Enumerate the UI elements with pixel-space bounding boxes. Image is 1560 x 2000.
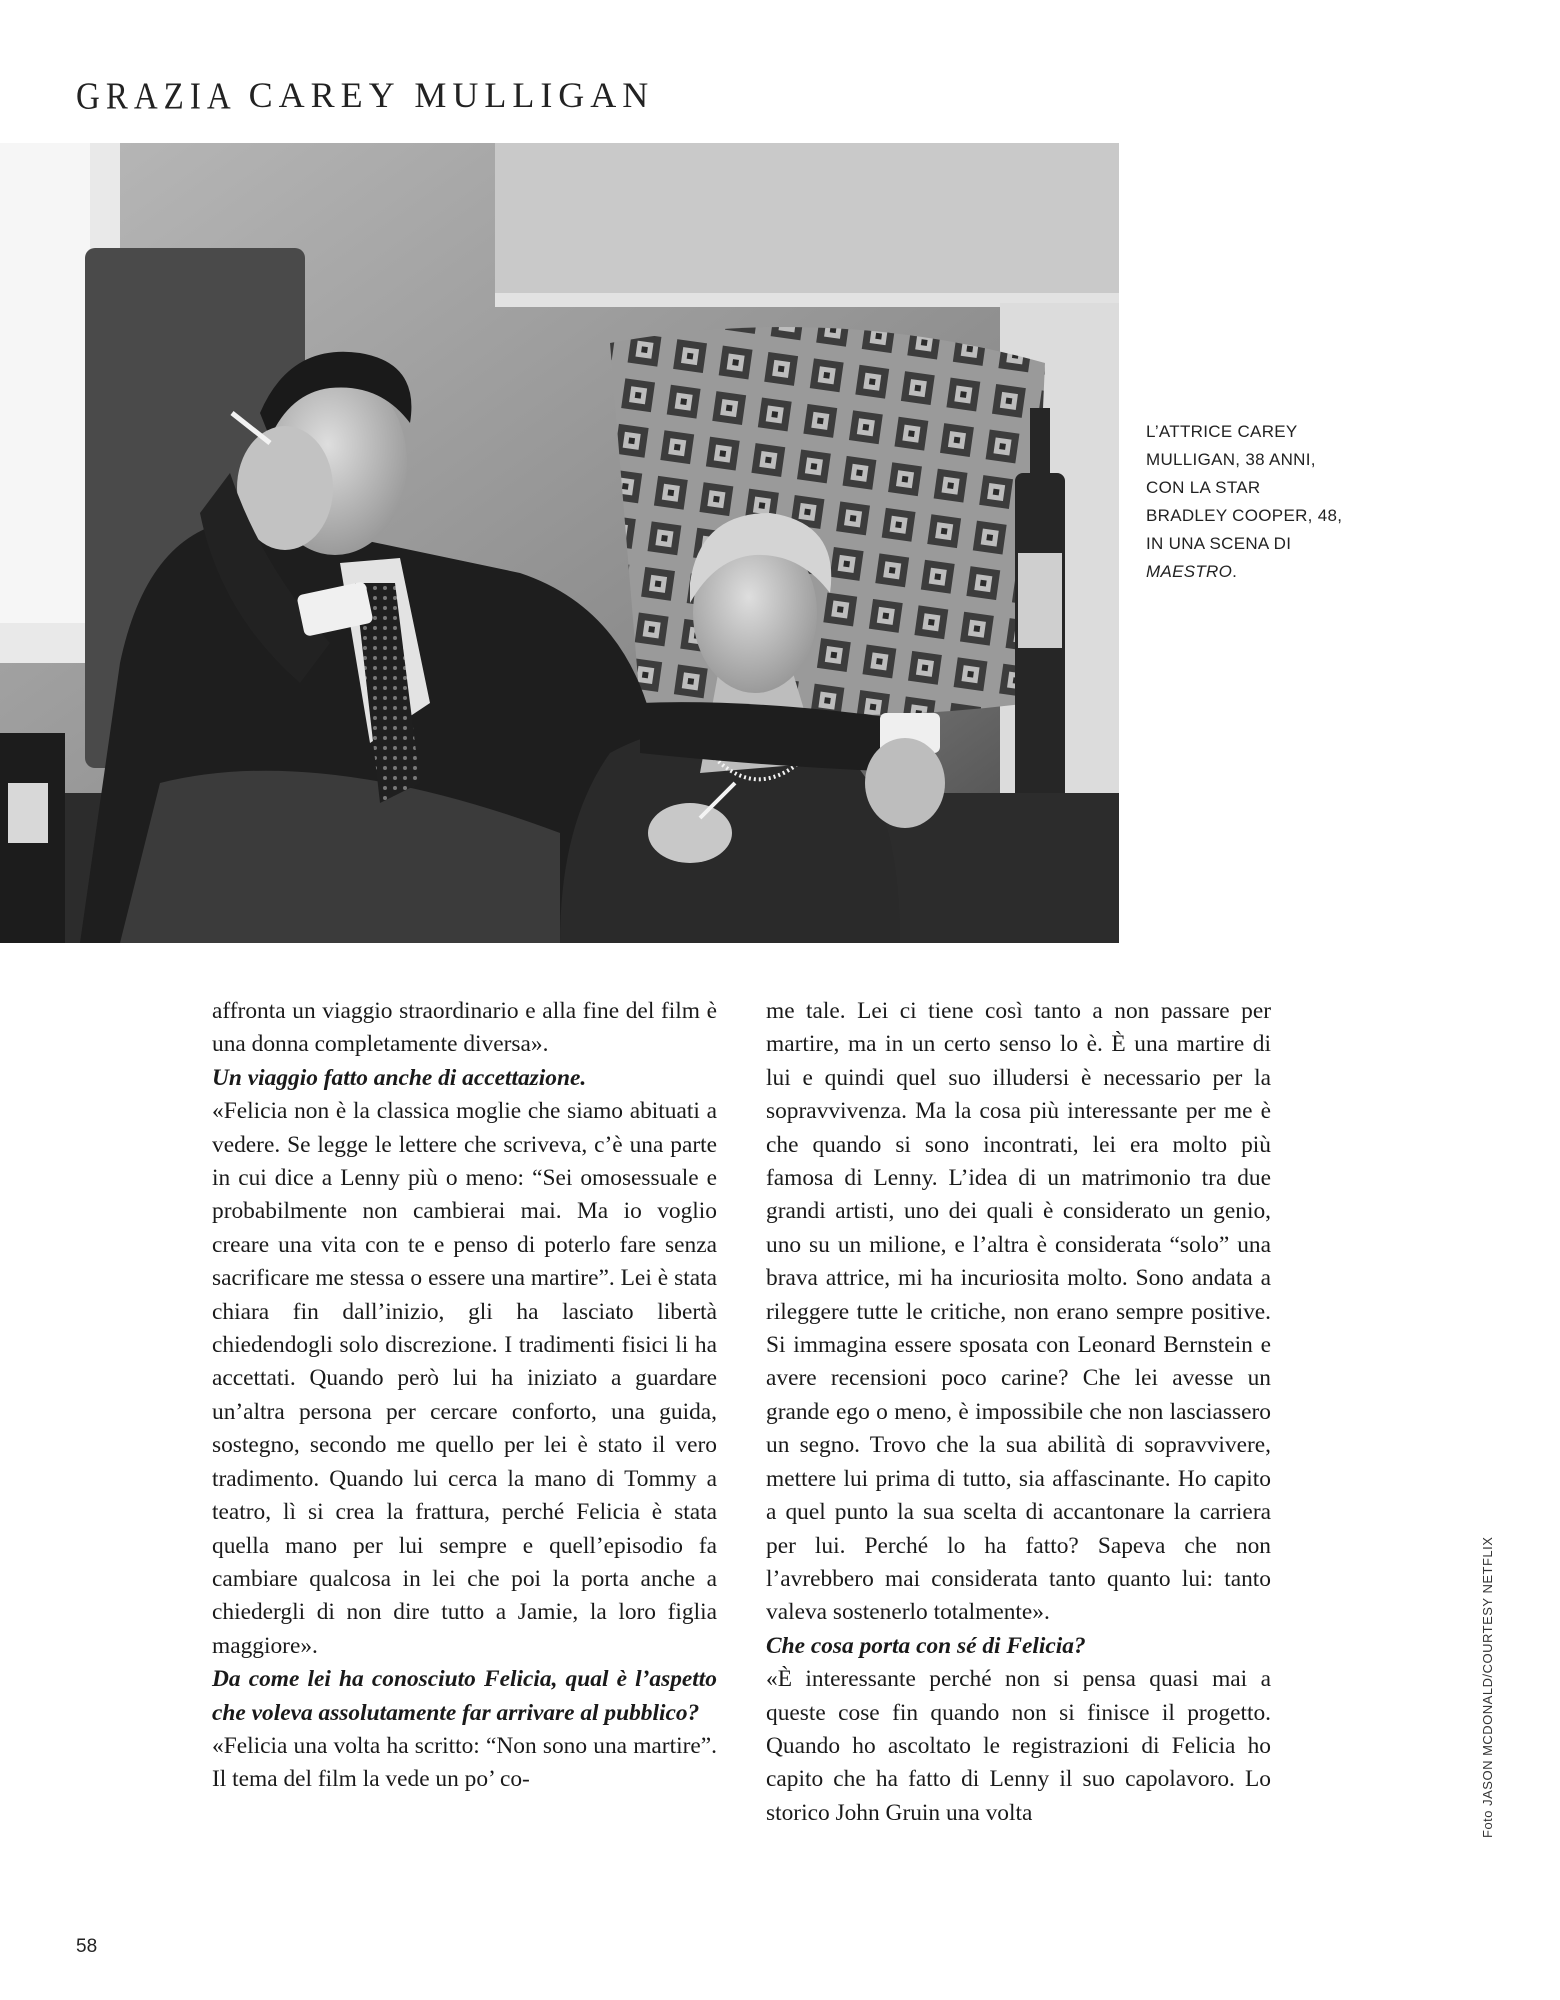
caption-end: . bbox=[1232, 562, 1238, 581]
interview-question: Che cosa porta con sé di Felicia? bbox=[766, 1632, 1086, 1659]
masthead bbox=[76, 74, 654, 120]
article-paragraph: me tale. Lei ci tiene così tanto a non passare per martire, ma in un certo senso lo è. È una martire di lui e quindi quel suo illudersi è necessario per la sopravvivenza. Ma la cosa più interessante per me è che quando si sono incontrati, lei era molto più famosa di Lenny. L’idea di un matrimonio tra due grandi artisti, uno dei quali è considerato un genio, uno su un milione, e l’altra è considerata “solo” una brava attrice, mi ha incuriosita molto. Sono andata a rileggere tutte le critiche, non erano sempre positive. Si immagina essere sposata con Leonard Bernstein e avere recensioni poco carine? Che lei avesse un grande ego o meno, è impossibile che non lasciassero un segno. Trovo che la sua abilità di sopravvivere, mettere lui prima di tutto, sia affascinante. Ho capito a quel punto la sua scelta di accantonare la carriera per lui. Perché lo ha fatto? Sapeva che non l’avrebbero mai considerata tanto quanto lui: tanto valeva sostenerlo totalmente». bbox=[766, 998, 1271, 1626]
article-paragraph: «Felicia una volta ha scritto: “Non sono una martire”. Il tema del film la vede un po’ co- bbox=[212, 1732, 717, 1793]
photo-credit: Foto JASON MCDONALD/COURTESY NETFLIX bbox=[1480, 1536, 1495, 1838]
caption-text: L’ATTRICE CAREY MULLIGAN, 38 ANNI, CON LA STAR BRADLEY COOPER, 48, IN UNA SCENA DI bbox=[1146, 422, 1343, 553]
article-column-left bbox=[212, 995, 717, 1797]
caption-film-title: MAESTRO bbox=[1146, 562, 1233, 581]
interview-question: Da come lei ha conosciuto Felicia, qual è l’aspetto che voleva assolutamente far arrivare al pubblico? bbox=[212, 1666, 717, 1726]
feature-photo-illustration bbox=[0, 143, 1119, 943]
article-column-right bbox=[766, 995, 1271, 1830]
article-paragraph: «È interessante perché non si pensa quasi mai a queste cose fin quando non si finisce il progetto. Quando ho ascoltato le registrazioni di Felicia ho capito che ha fatto di Lenny il suo capolavoro. Lo storico John Gruin una volta bbox=[766, 1666, 1271, 1826]
section-title: CAREY MULLIGAN bbox=[248, 75, 655, 115]
photo-caption bbox=[1146, 418, 1346, 586]
page-number: 58 bbox=[76, 1936, 98, 1957]
brand-logo: GRAZIA bbox=[76, 76, 237, 118]
feature-photo bbox=[0, 143, 1119, 943]
article-paragraph: «Felicia non è la classica moglie che siamo abituati a vedere. Se legge le lettere che scriveva, c’è una parte in cui dice a Lenny più o meno: “Sei omosessuale e probabilmente non cambierai mai. Ma io voglio creare una vita con te e penso di poterlo fare senza sacrificare me stessa o essere una martire”. Lei è stata chiara fin dall’inizio, gli ha lasciato libertà chiedendogli solo discrezione. I tradimenti fisici li ha accettati. Quando però lui ha iniziato a guardare un’altra persona per cercare conforto, una guida, sostegno, secondo me quello per lei è stato il vero tradimento. Quando lui cerca la mano di Tommy a teatro, lì si crea la frattura, perché Felicia è stata quella mano per lui sempre e quell’episodio fa cambiare qualcosa in lei che poi la porta anche a chiedergli di non dire tutto a Jamie, la loro figlia maggiore». bbox=[212, 1098, 717, 1659]
interview-question: Un viaggio fatto anche di accettazione. bbox=[212, 1064, 587, 1091]
article-paragraph: affronta un viaggio straordinario e alla fine del film è una donna completamente diversa». bbox=[212, 998, 717, 1058]
